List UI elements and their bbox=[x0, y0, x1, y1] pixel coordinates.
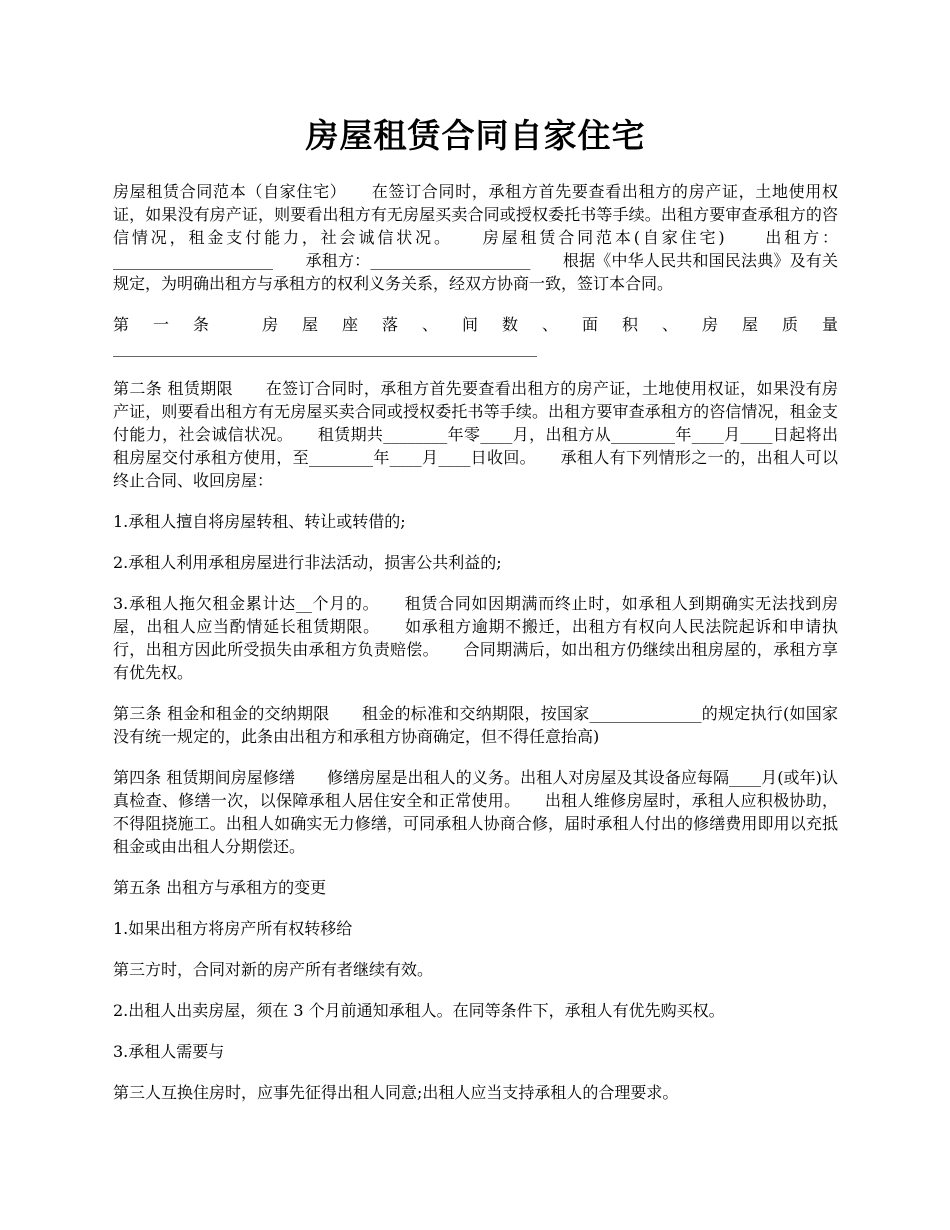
spacer bbox=[113, 1022, 838, 1040]
article-5-item-3-continued: 第三人互换住房时，应事先征得出租人同意;出租人应当支持承租人的合理要求。 bbox=[113, 1083, 679, 1102]
article-4-paragraph: 第四条 租赁期间房屋修缮 修缮房屋是出租人的义务。出租人对房屋及其设备应每隔____月(或年)认真检查、修缮一次，以保障承租人居住安全和正常使用。 出租人维修房屋时，承租人应积极协助，不得阻挠施工。出租人如确实无力修缮，可同承租人协商合修，届时承租人付出的修缮费用即用以充抵租金或由出租人分期偿还。 bbox=[113, 768, 838, 856]
spacer bbox=[113, 492, 838, 510]
document-page bbox=[113, 0, 871, 1104]
clause-item-1: 1.承租人擅自将房屋转租、转让或转借的; bbox=[113, 512, 406, 531]
article-1-paragraph: 第一条 房屋座落、间数、面积、房屋质量 _____________________________________________________ bbox=[113, 315, 871, 357]
spacer bbox=[113, 359, 838, 377]
article-5-item-2: 2.出租人出卖房屋，须在 3 个月前通知承租人。在同等条件下，承租人有优先购买权。 bbox=[113, 1001, 725, 1020]
article-2-paragraph: 第二条 租赁期限 在签订合同时，承租方首先要查看出租方的房产证，土地使用权证，如果没有房产证，则要看出租方有无房屋买卖合同或授权委托书等手续。出租方要审查承租方的咨信情况，租金支付能力，社会诚信状况。 租赁期共________年零____月，出租方从________年____月____日起将出租房屋交付承租方使用，至________年____月____日收回。 承租人有下列情形之一的，出租人可以终止合同、收回房屋： bbox=[113, 379, 838, 490]
spacer bbox=[113, 858, 838, 876]
spacer bbox=[113, 574, 838, 592]
spacer bbox=[113, 899, 838, 917]
article-5-item-1: 1.如果出租方将房产所有权转移给 bbox=[113, 919, 353, 938]
article-5-item-3: 3.承租人需要与 bbox=[113, 1042, 225, 1061]
clause-item-2: 2.承租人利用承租房屋进行非法活动，损害公共利益的; bbox=[113, 553, 502, 572]
article-5-heading: 第五条 出租方与承租方的变更 bbox=[113, 878, 327, 897]
document-title: 房屋租赁合同自家住宅 bbox=[305, 116, 646, 155]
spacer bbox=[113, 1063, 838, 1081]
article-5-item-1-continued: 第三方时，合同对新的房产所有者继续有效。 bbox=[113, 960, 434, 979]
spacer bbox=[113, 160, 838, 180]
intro-paragraph: 房屋租赁合同范本（自家住宅） 在签订合同时，承租方首先要查看出租方的房产证，土地使用权证，如果没有房产证，则要看出租方有无房屋买卖合同或授权委托书等手续。出租方要审查承租方的咨信情况，租金支付能力，社会诚信状况。 房屋租赁合同范本(自家住宅) 出租方：____________________ 承租方：____________________ 根据《中华人民共和国民法典》及有关规定，为明确出租方与承租方的权利义务关系，经双方协商一致，签订本合同。 bbox=[113, 182, 838, 293]
spacer bbox=[113, 684, 838, 702]
spacer bbox=[113, 533, 838, 551]
spacer bbox=[113, 748, 838, 766]
clause-item-3: 3.承租人拖欠租金累计达__个月的。 租赁合同如因期满而终止时，如承租人到期确实无法找到房屋，出租人应当酌情延长租赁期限。 如承租方逾期不搬迁，出租方有权向人民法院起诉和申请执行，出租方因此所受损失由承租方负责赔偿。 合同期满后，如出租方仍继续出租房屋的，承租方享有优先权。 bbox=[113, 594, 838, 682]
spacer bbox=[113, 940, 838, 958]
article-3-paragraph: 第三条 租金和租金的交纳期限 租金的标准和交纳期限，按国家______________的规定执行(如国家没有统一规定的，此条由出租方和承租方协商确定，但不得任意抬高) bbox=[113, 704, 838, 746]
spacer bbox=[113, 295, 838, 313]
spacer bbox=[113, 981, 838, 999]
